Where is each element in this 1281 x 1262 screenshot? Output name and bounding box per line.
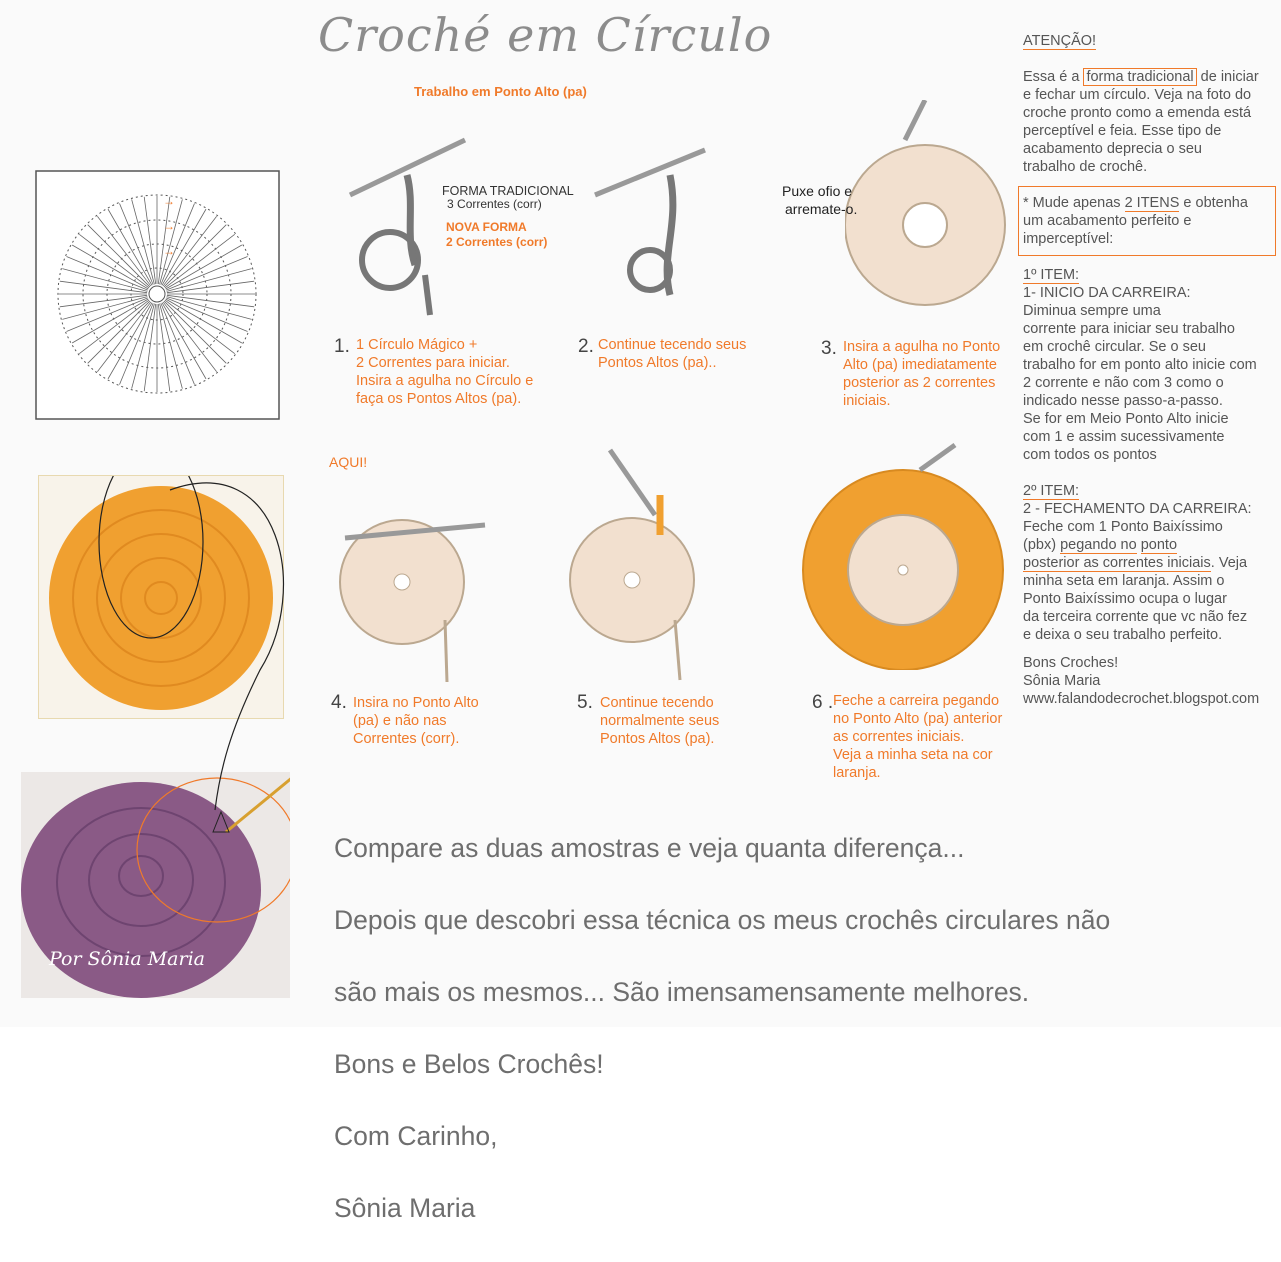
step3-line: posterior as 2 correntes bbox=[843, 375, 996, 391]
label-puxe-2: arremate-o. bbox=[785, 201, 858, 217]
attention-text: ATENÇÃO! bbox=[1023, 33, 1097, 49]
step3-text bbox=[843, 338, 1000, 410]
step3-line: Insira a agulha no Ponto bbox=[843, 339, 1001, 355]
signoff-line: Bons Croches! bbox=[1023, 655, 1119, 671]
item1-line: indicado nesse passo-a-passo. bbox=[1023, 393, 1223, 409]
signoff bbox=[1023, 654, 1281, 708]
item2-underline: pegando no bbox=[1060, 537, 1137, 553]
item1-line: 2 corrente e não com 3 como o bbox=[1023, 375, 1224, 391]
step6-line: Feche a carreira pegando bbox=[833, 693, 1000, 709]
item2-pre: (pbx) bbox=[1023, 537, 1057, 553]
item2-line: minha seta em laranja. Assim o bbox=[1023, 573, 1225, 589]
box-line: um acabamento perfeito e bbox=[1023, 213, 1192, 229]
intro-post: de iniciar bbox=[1200, 69, 1259, 85]
label-correntes-tradicional bbox=[447, 197, 542, 211]
step6-line: laranja. bbox=[833, 765, 881, 781]
item1-line: com 1 e assim sucessivamente bbox=[1023, 429, 1225, 445]
step2-illustration bbox=[590, 145, 710, 320]
step6-text bbox=[833, 692, 1002, 782]
bottom-line: Depois que descobri essa técnica os meus crochês circulares não bbox=[334, 905, 1111, 935]
bottom-message bbox=[334, 794, 1274, 1262]
item2-line: e deixa o seu trabalho perfeito. bbox=[1023, 627, 1223, 643]
photo-signature: Por Sônia Maria bbox=[49, 948, 205, 970]
step3-line: Alto (pa) imediatamente bbox=[843, 357, 997, 373]
item1-line: Diminua sempre uma bbox=[1023, 303, 1161, 319]
label-aqui: AQUI! bbox=[329, 454, 368, 470]
signoff-name: Sônia Maria bbox=[1023, 673, 1101, 689]
item2-title: 2º ITEM: bbox=[1023, 483, 1080, 499]
intro-line: perceptível e feia. Esse tipo de bbox=[1023, 123, 1222, 139]
bottom-line: Bons e Belos Crochês! bbox=[334, 1049, 604, 1079]
svg-text:→: → bbox=[163, 219, 175, 233]
blog-link[interactable]: www.falandodecrochet.blogspot.com bbox=[1023, 691, 1260, 707]
box-line: imperceptível: bbox=[1023, 231, 1114, 247]
svg-text:→: → bbox=[163, 194, 175, 208]
step4-line: Insira no Ponto Alto bbox=[353, 695, 479, 711]
intro-line: croche pronto como a emenda está bbox=[1023, 105, 1252, 121]
label-duas-correntes: 2 Correntes (corr) bbox=[446, 235, 548, 249]
item2-post: . Veja bbox=[1210, 555, 1248, 571]
item2-line: Ponto Baixíssimo ocupa o lugar bbox=[1023, 591, 1227, 607]
step3-line: iniciais. bbox=[843, 393, 891, 409]
step1-number: 1. bbox=[334, 336, 350, 357]
step5-line: normalmente seus bbox=[600, 713, 720, 729]
item1-section bbox=[1023, 266, 1281, 464]
item2-underline: ponto bbox=[1140, 537, 1178, 553]
step3-number: 3. bbox=[821, 338, 837, 359]
step1-text bbox=[356, 336, 533, 408]
intro-pre: Essa é a bbox=[1023, 69, 1080, 85]
bottom-line: Compare as duas amostras e veja quanta diferença... bbox=[334, 833, 965, 863]
step5-line: Continue tecendo bbox=[600, 695, 714, 711]
item2-line: da terceira corrente que vc não fez bbox=[1023, 609, 1248, 625]
step4-illustration bbox=[335, 470, 495, 685]
step4-line: (pa) e não nas bbox=[353, 713, 447, 729]
item2-line: Feche com 1 Ponto Baixíssimo bbox=[1023, 519, 1223, 535]
item2-underline: posterior as correntes iniciais bbox=[1023, 555, 1211, 571]
step4-number: 4. bbox=[331, 692, 347, 713]
step5-text bbox=[600, 694, 719, 748]
item2-section bbox=[1023, 482, 1281, 644]
step2-line: Pontos Altos (pa).. bbox=[598, 355, 717, 371]
item1-line: Se for em Meio Ponto Alto inicie bbox=[1023, 411, 1229, 427]
step2-line: Continue tecendo seus bbox=[598, 337, 747, 353]
label-forma-tradicional: FORMA TRADICIONAL bbox=[442, 184, 574, 198]
step1-line: Insira a agulha no Círculo e bbox=[356, 373, 534, 389]
step4-line: Correntes (corr). bbox=[353, 731, 460, 747]
label-nova-forma: NOVA FORMA bbox=[446, 220, 527, 234]
bottom-line: Sônia Maria bbox=[334, 1193, 476, 1223]
change-box-text bbox=[1023, 194, 1278, 248]
step5-illustration bbox=[565, 445, 735, 685]
label-tres: 3 bbox=[447, 197, 454, 211]
step6-illustration bbox=[800, 425, 1020, 670]
item2-head: 2 - FECHAMENTO DA CARREIRA: bbox=[1023, 501, 1252, 517]
step5-line: Pontos Altos (pa). bbox=[600, 731, 715, 747]
intro-line: trabalho de crochê. bbox=[1023, 159, 1148, 175]
box-post: e obtenha bbox=[1183, 195, 1248, 211]
item1-line: trabalho for em ponto alto inicie com bbox=[1023, 357, 1257, 373]
item1-head: 1- INICIO DA CARREIRA: bbox=[1023, 285, 1191, 301]
step1-line: 1 Círculo Mágico + bbox=[356, 337, 478, 353]
item1-title: 1º ITEM: bbox=[1023, 267, 1080, 283]
bottom-line: Com Carinho, bbox=[334, 1121, 498, 1151]
step1-line: 2 Correntes para iniciar. bbox=[356, 355, 510, 371]
page-title: Croché em Círculo bbox=[318, 8, 773, 62]
box-pre: * Mude apenas bbox=[1023, 195, 1121, 211]
page-subtitle: Trabalho em Ponto Alto (pa) bbox=[414, 84, 587, 99]
step4-text bbox=[353, 694, 479, 748]
step6-number: 6 . bbox=[812, 692, 834, 713]
step2-number: 2. bbox=[578, 336, 594, 357]
bottom-line: são mais os mesmos... São imensamensamente melhores. bbox=[334, 977, 1030, 1007]
intro-paragraph bbox=[1023, 68, 1278, 176]
intro-line: acabamento deprecia o seu bbox=[1023, 141, 1202, 157]
intro-line: e fechar um círculo. Veja na foto do bbox=[1023, 87, 1252, 103]
step6-line: no Ponto Alto (pa) anterior bbox=[833, 711, 1003, 727]
step1-line: faça os Pontos Altos (pa). bbox=[356, 391, 522, 407]
box-under: 2 ITENS bbox=[1124, 195, 1180, 211]
step5-number: 5. bbox=[577, 692, 593, 713]
step6-line: as correntes iniciais. bbox=[833, 729, 965, 745]
svg-text:→: → bbox=[163, 244, 175, 258]
attention-heading bbox=[1023, 32, 1096, 50]
item1-line: em crochê circular. Se o seu bbox=[1023, 339, 1206, 355]
label-puxe-1: Puxe ofio e bbox=[782, 183, 853, 199]
step3-illustration bbox=[845, 100, 1020, 320]
crochet-chart-diagram bbox=[35, 170, 280, 420]
step6-line: Veja a minha seta na cor bbox=[833, 747, 993, 763]
item1-line: com todos os pontos bbox=[1023, 447, 1157, 463]
connector-arrow bbox=[160, 470, 310, 830]
label-correntes-corr: Correntes (corr) bbox=[457, 197, 542, 211]
step2-text bbox=[598, 336, 746, 372]
intro-highlight: forma tradicional bbox=[1083, 68, 1196, 86]
item1-line: corrente para iniciar seu trabalho bbox=[1023, 321, 1235, 337]
